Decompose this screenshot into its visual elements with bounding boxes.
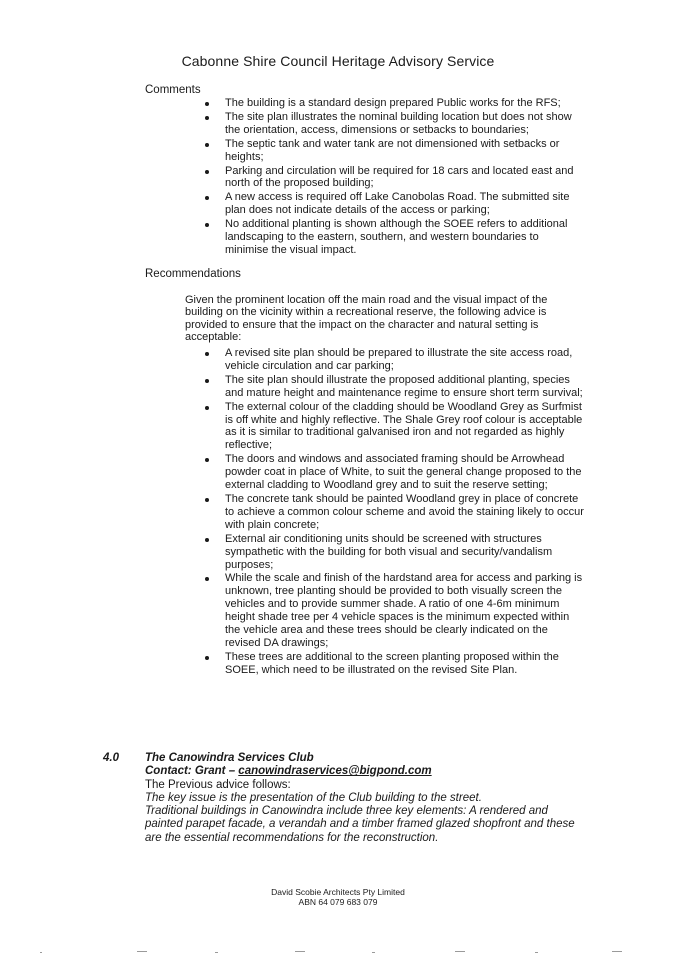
recommendations-list: [205, 347, 585, 678]
scan-speck: [215, 952, 218, 953]
previous-advice-label: The Previous advice follows:: [145, 778, 291, 791]
recommendations-intro: Given the prominent location off the main road and the visual impact of the building on the vicinity within a recreational reserve, the following advice is provided to ensure that the impact on the character and natural setting is acceptable:: [185, 294, 548, 344]
list-item: A revised site plan should be prepared to illustrate the site access road, vehicle circulation and car parking;: [205, 347, 585, 373]
scan-speck: [372, 952, 375, 953]
bullet-icon: [205, 577, 209, 581]
list-item: The site plan should illustrate the proposed additional planting, species and mature height and maintenance regime to ensure short term survival;: [205, 374, 585, 400]
scan-speck: [40, 952, 42, 953]
list-item: A new access is required off Lake Canobolas Road. The submitted site plan does not indicate details of the access or parking;: [205, 191, 585, 217]
list-item: While the scale and finish of the hardstand area for access and parking is unknown, tree planting should be provided to both visually screen the vehicles and to provide summer shade. A ratio of one 4-6m minimum height shade tree per 4 vehicle spaces is the minimum expected within the vehicle area and these trees should be clearly indicated on the revised DA drawings;: [205, 572, 585, 649]
section-canowindra-club: [145, 752, 585, 845]
list-item: The concrete tank should be painted Woodland grey in place of concrete to achieve a common colour scheme and avoid the staining likely to occur with plain concrete;: [205, 493, 585, 532]
bullet-icon: [205, 196, 209, 200]
bullet-icon: [205, 538, 209, 542]
bullet-icon: [205, 170, 209, 174]
list-item: Parking and circulation will be required for 18 cars and located east and north of the proposed building;: [205, 165, 585, 191]
list-item: The doors and windows and associated framing should be Arrowhead powder coat in place of White, to suit the general change proposed to the external cladding to Woodland grey and to suit the reserve setting;: [205, 453, 585, 492]
list-item: These trees are additional to the screen planting proposed within the SOEE, which need to be illustrated on the revised Site Plan.: [205, 651, 585, 677]
contact-label: Contact: Grant –: [145, 765, 239, 778]
list-item: The building is a standard design prepared Public works for the RFS;: [205, 97, 585, 110]
bullet-icon: [205, 656, 209, 660]
bullet-icon: [205, 223, 209, 227]
scan-speck: [535, 952, 538, 953]
scan-speck: [455, 951, 465, 952]
scan-speck: [612, 951, 622, 952]
list-item: The septic tank and water tank are not dimensioned with setbacks or heights;: [205, 138, 585, 164]
bullet-icon: [205, 116, 209, 120]
bullet-icon: [205, 352, 209, 356]
contact-line: [145, 765, 585, 778]
page-title: Cabonne Shire Council Heritage Advisory Service: [181, 53, 495, 69]
footer-abn: ABN 64 079 683 079: [298, 897, 378, 907]
list-item: External air conditioning units should be screened with structures sympathetic with the building for both visual and security/vandalism purposes;: [205, 533, 585, 572]
scan-speck: [295, 951, 305, 952]
list-item: The external colour of the cladding should be Woodland Grey as Surfmist is off white and highly reflective. The Shale Grey roof colour is acceptable as it is similar to traditional galvanised iron and not regarded as highly reflective;: [205, 401, 585, 453]
comments-heading: Comments: [145, 84, 201, 96]
bullet-icon: [205, 498, 209, 502]
advice-line: Traditional buildings in Canowindra include three key elements: A rendered and painted parapet facade, a verandah and a timber framed glazed shopfront and these are the essential recommendations for the reconstruction.: [145, 805, 575, 844]
email-link[interactable]: canowindraservices@bigpond.com: [238, 765, 432, 778]
bullet-icon: [205, 379, 209, 383]
footer-company: David Scobie Architects Pty Limited: [271, 887, 405, 897]
advice-line: The key issue is the presentation of the Club building to the street.: [145, 791, 482, 804]
scan-speck: [137, 951, 147, 952]
recommendations-heading: Recommendations: [145, 268, 241, 280]
list-item: No additional planting is shown although the SOEE refers to additional landscaping to the eastern, southern, and western boundaries to minimise the visual impact.: [205, 218, 585, 257]
section-number: 4.0: [103, 752, 119, 764]
list-item: The site plan illustrates the nominal building location but does not show the orientation, access, dimensions or setbacks to boundaries;: [205, 111, 585, 137]
bullet-icon: [205, 143, 209, 147]
bullet-icon: [205, 458, 209, 462]
section-title: The Canowindra Services Club: [145, 752, 314, 764]
footer: [0, 887, 676, 907]
bullet-icon: [205, 406, 209, 410]
bullet-icon: [205, 102, 209, 106]
comments-list: [205, 97, 585, 258]
